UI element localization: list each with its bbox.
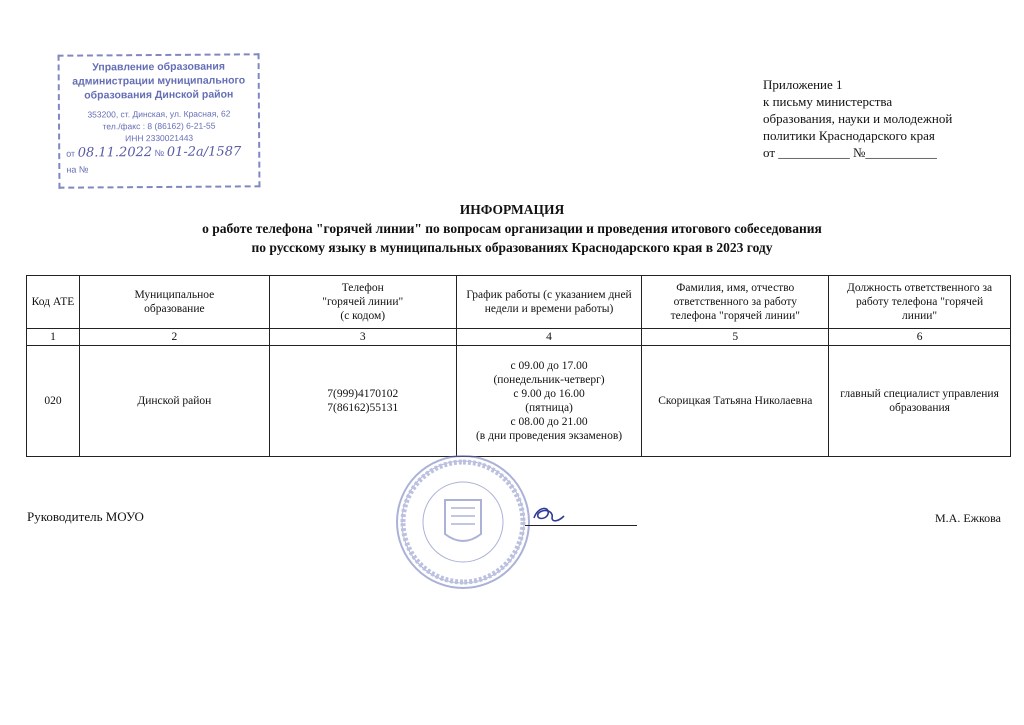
col-number-2: 2 — [79, 329, 269, 346]
cell-schedule — [456, 346, 642, 457]
official-seal — [393, 452, 533, 592]
cell-phone-1: 7(999)4170102 — [327, 388, 399, 400]
header-phone: Телефон "горячей линии" (с кодом) — [269, 276, 456, 329]
schedule-line-3: с 9.00 до 16.00 — [513, 388, 585, 400]
stamp-number: 01-2а/1587 — [166, 144, 242, 160]
stamp-inn: ИНН 2330021443 — [125, 132, 194, 144]
stamp-date: 08.11.2022 — [77, 145, 153, 161]
appendix-line-3: образования, науки и молодежной — [763, 111, 953, 126]
stamp-address: 353200, ст. Динская, ул. Красная, 62 — [87, 108, 231, 120]
schedule-line-6: (в дни проведения экзаменов) — [475, 430, 623, 442]
cell-phone-2: 7(86162)55131 — [327, 402, 399, 414]
appendix-line-2: к письму министерства — [763, 94, 893, 109]
hotline-info-table — [26, 275, 1011, 457]
header-person: Фамилия, имя, отчество ответственного за работу телефона "горячей линии" — [642, 276, 829, 329]
document-subtitle-1: о работе телефона "горячей линии" по вопросам организации и проведения итогового собеседования — [202, 221, 822, 236]
appendix-line-1: Приложение 1 — [763, 77, 843, 92]
col-number-3: 3 — [269, 329, 456, 346]
signatory-name: М.А. Ежкова — [935, 511, 1002, 525]
header-code: Код АТЕ — [27, 276, 80, 329]
schedule-line-5: с 08.00 до 21.00 — [510, 416, 588, 428]
signatory-role: Руководитель МОУО — [27, 509, 144, 524]
cell-code: 020 — [27, 346, 80, 457]
header-municipality: Муниципальное образование — [79, 276, 269, 329]
table-number-row — [27, 329, 1011, 346]
appendix-note — [763, 76, 952, 161]
col-number-4: 4 — [456, 329, 642, 346]
appendix-line-4: политики Краснодарского края — [763, 128, 935, 143]
signature-line — [525, 525, 637, 526]
col-number-6: 6 — [829, 329, 1011, 346]
header-position: Должность ответственного за работу телефона "горячей линии" — [829, 276, 1011, 329]
table-row — [27, 346, 1011, 457]
cell-phone — [269, 346, 456, 457]
schedule-line-2: (понедельник-четверг) — [493, 374, 605, 386]
schedule-line-1: с 09.00 до 17.00 — [510, 360, 588, 372]
cell-person: Скорицкая Татьяна Николаевна — [642, 346, 829, 457]
stamp-line-2: администрации муниципального — [72, 74, 246, 88]
cell-position: главный специалист управления образования — [829, 346, 1011, 457]
stamp-number-prefix: № — [154, 147, 165, 159]
col-number-1: 1 — [27, 329, 80, 346]
table-header-row — [27, 276, 1011, 329]
schedule-line-4: (пятница) — [525, 402, 573, 414]
registration-stamp — [58, 53, 261, 188]
appendix-line-5: от ___________ №___________ — [763, 145, 937, 160]
stamp-line-1: Управление образования — [92, 60, 226, 74]
document-subtitle-2: по русскому языку в муниципальных образованиях Краснодарского края в 2023 году — [251, 240, 773, 255]
stamp-phone: тел./факс : 8 (86162) 6-21-55 — [102, 120, 216, 132]
document-title: ИНФОРМАЦИЯ — [459, 202, 565, 217]
stamp-date-prefix: от — [66, 148, 76, 159]
cell-municipality: Динской район — [79, 346, 269, 457]
stamp-registration-line — [66, 145, 252, 160]
col-number-5: 5 — [642, 329, 829, 346]
header-schedule: График работы (с указанием дней недели и времени работы) — [456, 276, 642, 329]
stamp-na-label: на № — [66, 164, 89, 175]
stamp-line-3: образования Динской район — [84, 88, 234, 102]
